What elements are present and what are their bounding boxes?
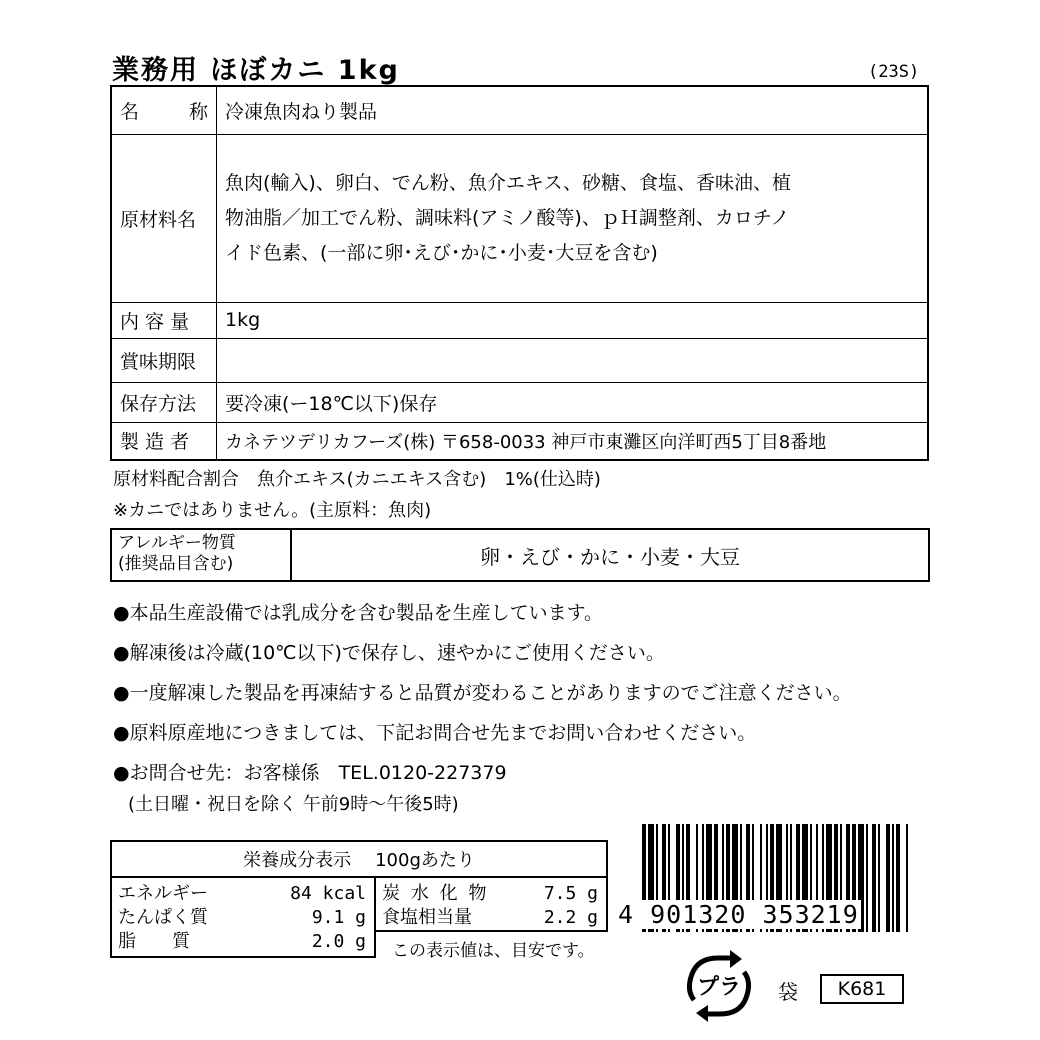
not-crab-note: ※カニではありません。(主原料：魚肉) [113, 500, 432, 521]
nutrition-row: 食塩相当量 2.2 g [382, 907, 598, 928]
product-title: 業務用 ほぼカニ 1kg [112, 55, 400, 86]
allergy-label: アレルギー物質 (推奨品目含む) [112, 530, 292, 580]
spec-table [110, 85, 929, 461]
spec-row-expiry [111, 338, 928, 382]
bag-label: 袋 [778, 980, 798, 1004]
nutrition-disclaimer: この表示値は、目安です。 [392, 941, 595, 961]
spec-label-name: 名 称 [111, 86, 217, 134]
barcode-bar [886, 824, 890, 932]
spec-value-maker: カネテツデリカフーズ(株) 〒658-0033 神戸市東灘区向洋町西5丁目8番地 [217, 422, 929, 460]
barcode-bar [892, 824, 894, 932]
nutrition-row: 脂 質 2.0 g [118, 931, 366, 952]
spec-row-content [111, 302, 928, 338]
notice-item: ●本品生産設備では乳成分を含む製品を生産しています。 [113, 602, 604, 624]
barcode-bar [872, 824, 876, 932]
barcode-bar [866, 824, 868, 932]
nutrition-title: 栄養成分表示 [243, 850, 352, 871]
nutrition-per: 100gあたり [375, 850, 475, 871]
spec-value-content: 1kg [217, 302, 929, 338]
spec-label-content: 内 容 量 [111, 302, 217, 338]
contact-hours: (土日曜・祝日を除く 午前9時～午後5時) [128, 794, 459, 815]
spec-row-maker [111, 422, 928, 460]
product-code: (23S) [868, 62, 920, 82]
barcode-number: 4 901320 353219 [618, 900, 859, 929]
barcode-bar [906, 824, 908, 932]
ingredient-ratio-note: 原材料配合割合 魚介エキス(カニエキス含む) 1%(仕込時) [113, 469, 601, 490]
spec-value-expiry [217, 338, 929, 382]
allergy-box [110, 528, 930, 582]
allergy-value: 卵・えび・かに・小麦・大豆 [480, 544, 740, 569]
notice-item: ●解凍後は冷蔵(10℃以下)で保存し、速やかにご使用ください。 [113, 642, 665, 664]
package-code-box: K681 [820, 974, 904, 1004]
spec-value-ingredients: 魚肉(輸入)、卵白、でん粉、魚介エキス、砂糖、食塩、香味油、植 物油脂／加工でん粉、調味料(アミノ酸等)、ｐＨ調整剤、カロチノ イド色素、(一部に卵･えび･かに･小麦･大豆を含む) [217, 134, 929, 302]
nutrition-row: たんぱく質 9.1 g [118, 907, 366, 928]
barcode-bar [878, 824, 880, 932]
spec-row-name [111, 86, 928, 134]
notice-item: ●原料原産地につきましては、下記お問合せ先までお問い合わせください。 [113, 722, 757, 744]
nutrition-header [110, 840, 608, 878]
nutrition-right-panel [374, 876, 608, 932]
notice-item: ●一度解凍した製品を再凍結すると品質が変わることがありますのでご注意ください。 [113, 682, 852, 704]
nutrition-row: エネルギー 84 kcal [118, 883, 366, 904]
nutrition-left-panel [110, 876, 376, 958]
plastic-recycle-mark [680, 950, 758, 1022]
spec-label-maker: 製 造 者 [111, 422, 217, 460]
spec-value-name: 冷凍魚肉ねり製品 [217, 86, 929, 134]
nutrition-row: 炭 水 化 物 7.5 g [382, 883, 598, 904]
spec-label-expiry: 賞味期限 [111, 338, 217, 382]
spec-row-storage [111, 382, 928, 422]
contact-line: ●お問合せ先：お客様係 TEL.0120-227379 [113, 762, 507, 784]
recycle-mark-text: プラ [696, 975, 742, 1000]
barcode-bar [896, 824, 900, 932]
spec-value-storage: 要冷凍(ー18℃以下)保存 [217, 382, 929, 422]
spec-label-storage: 保存方法 [111, 382, 217, 422]
spec-label-ingredients: 原材料名 [111, 134, 217, 302]
recycle-arrows-icon [680, 950, 758, 1022]
spec-row-ingredients [111, 134, 928, 302]
